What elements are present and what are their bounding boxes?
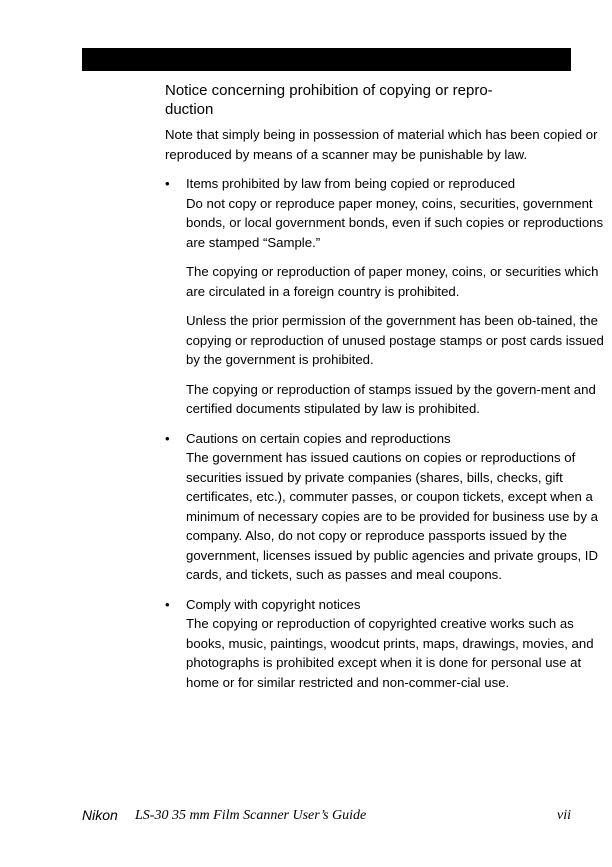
bullet-icon: • <box>165 596 170 612</box>
bullet-icon: • <box>165 176 170 191</box>
list-item-paragraph: The copying or reproduction of paper money, coins, or securities which are circulated in a foreign country is prohibited. <box>186 264 599 299</box>
footer-brand: Nikon <box>82 807 118 823</box>
notice-content <box>165 81 610 702</box>
list-item-paragraph: Do not copy or reproduce paper money, coins, securities, government bonds, or local government bonds, even if such copies or reproductions are stamped “Sample.” <box>186 195 604 250</box>
list-item <box>165 429 610 585</box>
list-item-paragraph: The copying or reproduction of copyrighted creative works such as books, music, paintings, woodcut prints, maps, drawings, movies, and photographs is prohibited except when it is done for personal use at home or for similar restricted and non-commer-cial use. <box>186 616 594 690</box>
list-item-title: Cautions on certain copies and reproductions <box>186 430 451 446</box>
list-item <box>165 595 610 693</box>
list-item <box>165 174 610 419</box>
page-number: vii <box>557 808 571 823</box>
list-item-paragraph: The copying or reproduction of stamps issued by the govern-ment and certified documents stipulated by law is prohibited. <box>186 381 596 416</box>
bullet-icon: • <box>165 430 170 446</box>
intro-paragraph: Note that simply being in possession of material which has been copied or reproduced by means of a scanner may be punishable by law. <box>165 127 598 162</box>
page-footer <box>82 805 571 825</box>
notice-heading: Notice concerning prohibition of copying or repro-duction <box>165 82 493 118</box>
list-item-paragraph: The government has issued cautions on copies or reproductions of securities issued by private companies (shares, bills, checks, gift certificates, etc.), commuter passes, or coupon tickets, except when a minimum of necessary copies are to be provided for business use by a company. Also, do not copy or reproduce passports issued by the government, licenses issued by public agencies and private groups, ID cards, and tickets, such as passes and meal coupons. <box>186 450 598 582</box>
footer-title: LS-30 35 mm Film Scanner User’s Guide <box>135 808 367 823</box>
list-item-paragraph: Unless the prior permission of the government has been ob-tained, the copying or reproduction of unused postage stamps or post cards issued by the government is prohibited. <box>186 313 604 367</box>
header-bar <box>82 48 571 71</box>
notice-list <box>165 174 610 692</box>
list-item-title: Items prohibited by law from being copied or reproduced <box>186 176 516 191</box>
list-item-title: Comply with copyright notices <box>186 596 361 612</box>
